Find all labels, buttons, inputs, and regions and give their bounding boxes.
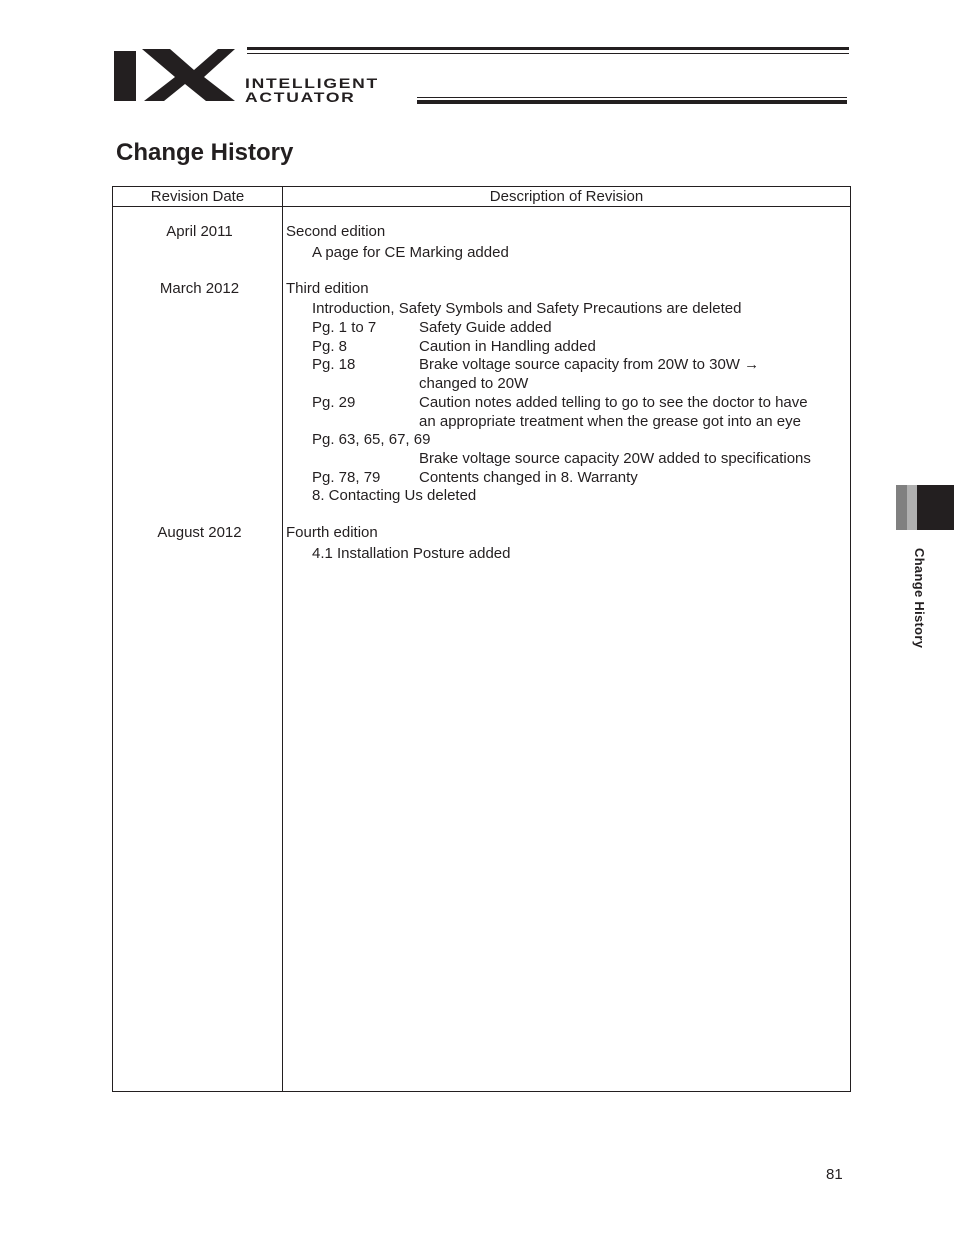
- revision-item-continued: an appropriate treatment when the grease got into an eye: [419, 413, 801, 430]
- side-tab-shade-1: [896, 485, 907, 530]
- page-number: 81: [826, 1166, 843, 1183]
- header-rule-top-thick: [247, 47, 849, 50]
- change-history-table: [112, 186, 851, 1092]
- logo-text-actuator: ACTUATOR: [245, 89, 356, 105]
- header-rule-bottom-thick: [417, 100, 847, 104]
- edition-label: Third edition: [286, 280, 369, 297]
- header-description: Description of Revision: [489, 188, 644, 205]
- side-tab-shade-2: [907, 485, 917, 530]
- revision-item: 4.1 Installation Posture added: [312, 545, 511, 562]
- edition-label: Fourth edition: [286, 524, 378, 541]
- logo-text-intelligent: INTELLIGENT: [245, 75, 379, 91]
- revision-page-ref: Pg. 63, 65, 67, 69: [312, 431, 431, 448]
- revision-date: April 2011: [166, 223, 233, 240]
- side-tab-block: [917, 485, 954, 530]
- revision-item: 8. Contacting Us deleted: [312, 487, 477, 504]
- table-header: [113, 187, 850, 207]
- revision-date: March 2012: [159, 280, 240, 297]
- header-revision-date: Revision Date: [150, 188, 245, 205]
- revision-page-ref: Pg. 1 to 7: [312, 319, 377, 336]
- revision-item: Safety Guide added: [419, 319, 552, 336]
- revision-item: A page for CE Marking added: [312, 244, 509, 261]
- header-rule-bottom-thin: [417, 97, 847, 98]
- page-title: Change History: [116, 139, 294, 166]
- side-tab-label: Change History: [912, 548, 927, 649]
- revision-item-continued: changed to 20W: [419, 375, 529, 392]
- revision-page-ref: Pg. 78, 79: [312, 469, 381, 486]
- column-divider: [282, 187, 283, 1091]
- revision-date: August 2012: [157, 524, 242, 541]
- revision-item: Contents changed in 8. Warranty: [419, 469, 638, 486]
- revision-item: Caution notes added telling to go to see the doctor to have: [419, 394, 808, 411]
- revision-item: Caution in Handling added: [419, 338, 596, 355]
- edition-label: Second edition: [286, 223, 386, 240]
- revision-item: Introduction, Safety Symbols and Safety Precautions are deleted: [312, 300, 742, 317]
- revision-item: Brake voltage source capacity from 20W to 30W →: [419, 356, 760, 373]
- header-rule-top-thin: [247, 53, 849, 54]
- revision-page-ref: Pg. 8: [312, 338, 348, 355]
- ix-logo-icon: [114, 47, 236, 103]
- revision-item-continued: Brake voltage source capacity 20W added to specifications: [419, 450, 811, 467]
- revision-page-ref: Pg. 29: [312, 394, 356, 411]
- revision-page-ref: Pg. 18: [312, 356, 356, 373]
